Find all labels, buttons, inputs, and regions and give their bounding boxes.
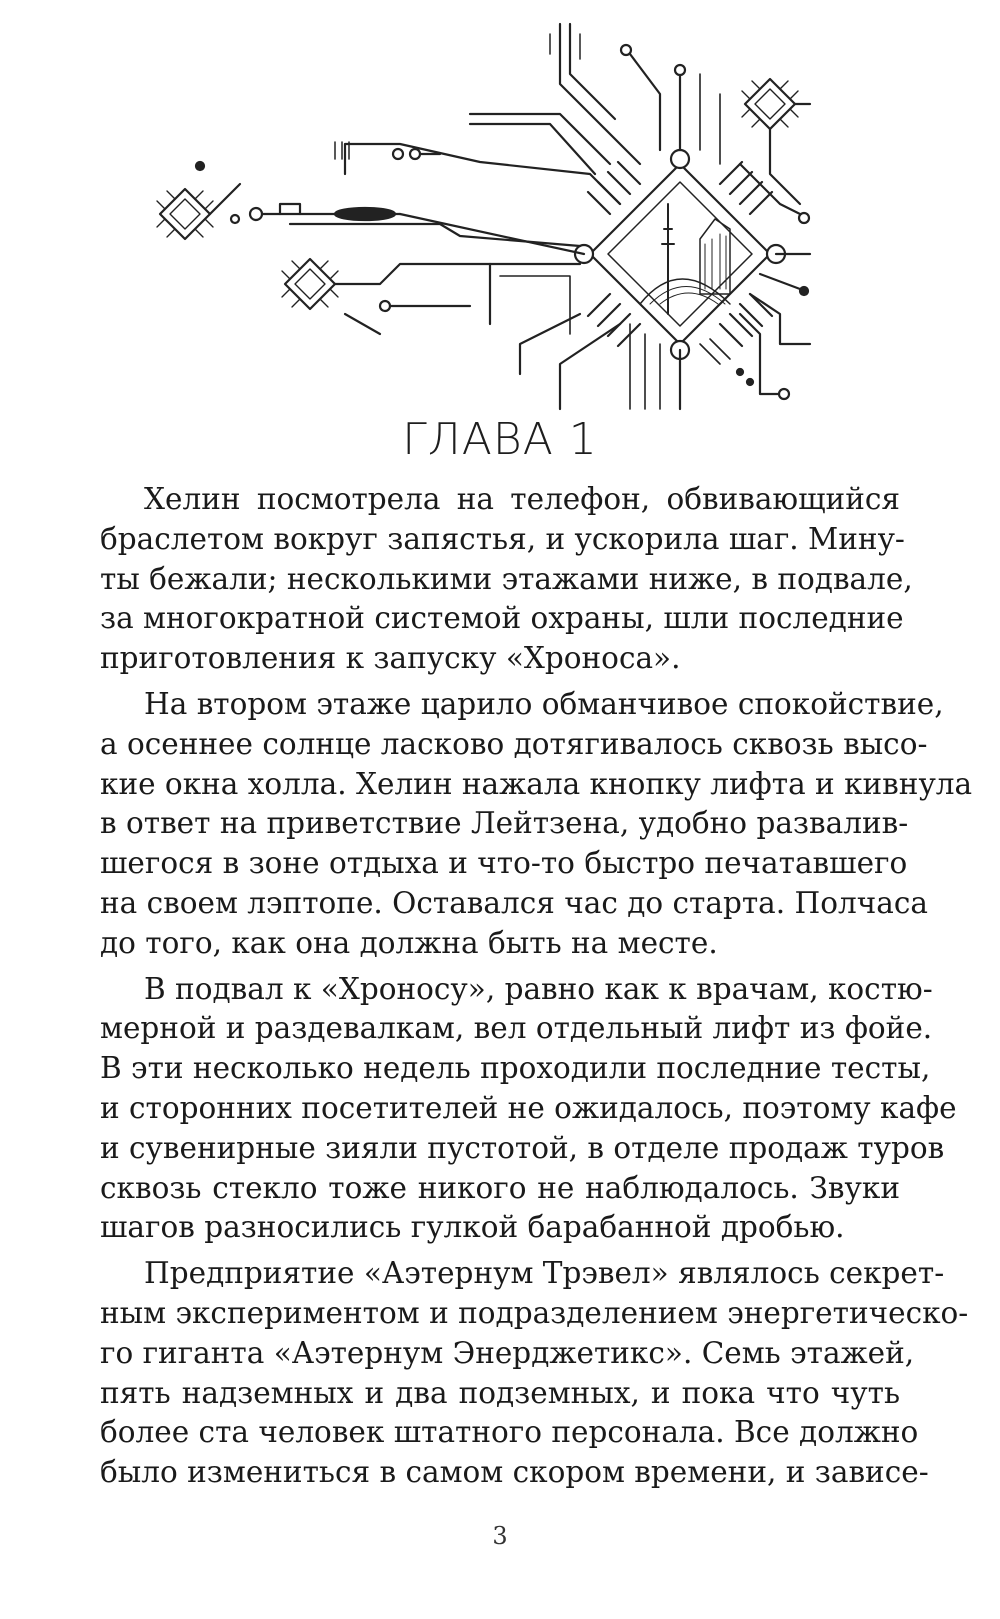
text-line: мерной и раздевалкам, вел отдельный лифт из фойе. bbox=[100, 1011, 933, 1046]
paragraph bbox=[100, 685, 973, 964]
text-line: На втором этаже царило обманчивое спокойствие, bbox=[144, 686, 944, 721]
paragraph bbox=[100, 1254, 969, 1493]
chapter-body bbox=[100, 480, 973, 1493]
text-line: и сувенирные зияли пустотой, в отделе продаж туров bbox=[100, 1130, 945, 1165]
paragraph bbox=[100, 970, 957, 1249]
text-line: на своем лэптопе. Оставался час до старта. Полчаса bbox=[100, 885, 928, 920]
text-line: Предприятие «Аэтернум Трэвел» являлось секрет- bbox=[144, 1256, 945, 1291]
text-line: шегося в зоне отдыха и что-то быстро печатавшего bbox=[100, 846, 908, 881]
circuit-ornament-illustration bbox=[140, 14, 820, 414]
text-line: пять надземных и два подземных, и пока что чуть bbox=[100, 1375, 900, 1410]
text-line: го гиганта «Аэтернум Энерджетикс». Семь этажей, bbox=[100, 1335, 915, 1370]
text-line: было измениться в самом скором времени, и зависе- bbox=[100, 1455, 929, 1490]
text-line: браслетом вокруг запястья, и ускорила шаг. Мину- bbox=[100, 521, 905, 556]
text-line: более ста человек штатного персонала. Все должно bbox=[100, 1415, 919, 1450]
chapter-title: ГЛАВА 1 bbox=[402, 414, 598, 465]
paragraph bbox=[100, 480, 913, 679]
page-number: 3 bbox=[492, 1522, 508, 1550]
text-line: ным экспериментом и подразделением энергетическо- bbox=[100, 1295, 969, 1330]
text-line: до того, как она должна быть на месте. bbox=[100, 925, 718, 960]
text-line: за многократной системой охраны, шли последние bbox=[100, 601, 904, 636]
text-line: ты бежали; несколькими этажами ниже, в подвале, bbox=[100, 561, 913, 596]
text-line: кие окна холла. Хелин нажала кнопку лифта и кивнула bbox=[100, 766, 973, 801]
text-line: приготовления к запуску «Хроноса». bbox=[100, 641, 681, 676]
circuit-board-icon bbox=[140, 14, 820, 414]
text-line: и сторонних посетителей не ожидалось, поэтому кафе bbox=[100, 1090, 957, 1125]
text-line: в ответ на приветствие Лейтзена, удобно развалив- bbox=[100, 806, 909, 841]
text-line: шагов разносились гулкой барабанной дробью. bbox=[100, 1210, 845, 1245]
text-line: Хелин посмотрела на телефон, обвивающийся bbox=[144, 482, 900, 516]
text-line: сквозь стекло тоже никого не наблюдалось. Звуки bbox=[100, 1170, 900, 1205]
text-line: В эти несколько недель проходили последние тесты, bbox=[100, 1051, 931, 1086]
text-line: а осеннее солнце ласково дотягивалось сквозь высо- bbox=[100, 726, 928, 761]
text-line: В подвал к «Хроносу», равно как к врачам, костю- bbox=[144, 971, 933, 1006]
